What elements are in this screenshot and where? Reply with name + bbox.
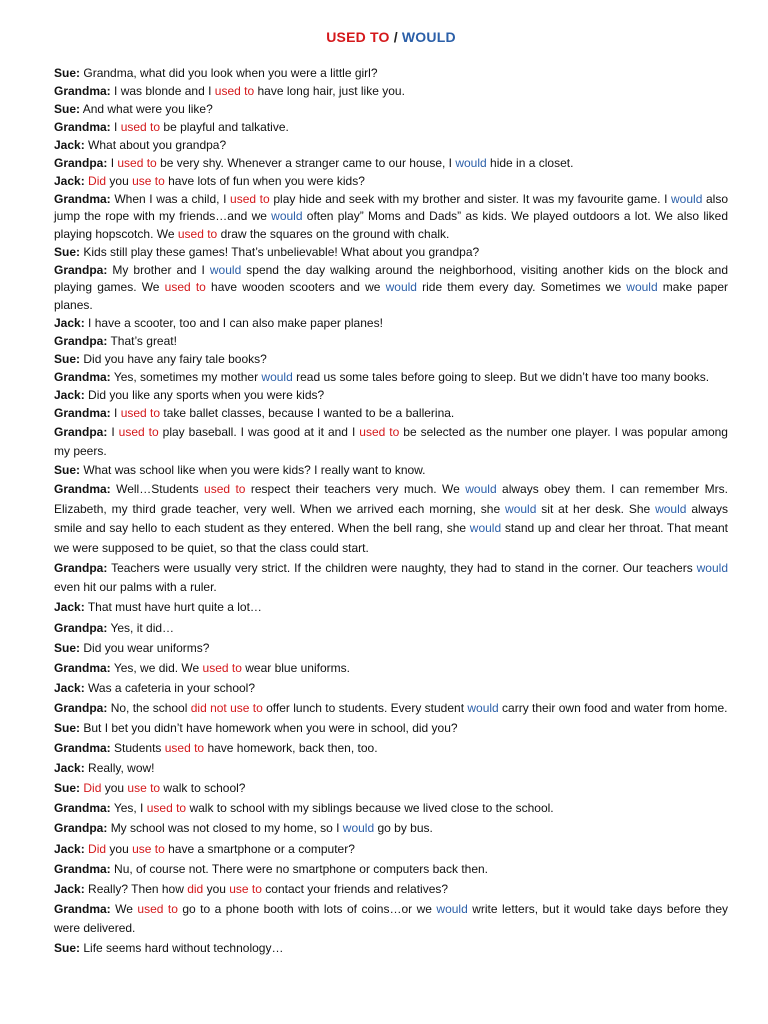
used-to-phrase: used to (164, 280, 206, 295)
speaker-name: Grandpa: (54, 620, 108, 635)
dialogue-line (54, 119, 728, 136)
title-separator: / (393, 29, 398, 45)
speaker-name: Jack: (54, 680, 85, 695)
line-text: Really? Then how (88, 881, 188, 896)
dialogue-line (54, 799, 728, 819)
dialogue-line (54, 860, 728, 880)
speaker-name: Grandpa: (54, 821, 108, 836)
used-to-phrase: use to (132, 841, 165, 856)
line-text: That must have hurt quite a lot… (87, 600, 262, 615)
would-phrase: would (467, 700, 499, 715)
dialogue-line (54, 351, 728, 368)
speaker-name: Grandpa: (54, 700, 108, 715)
title-used-to: USED TO (326, 29, 390, 45)
line-text: go by bus. (374, 821, 433, 836)
would-phrase: would (271, 209, 303, 224)
used-to-phrase: used to (137, 901, 178, 916)
line-text: sit at her desk. She (536, 501, 656, 516)
line-text: I (111, 424, 119, 439)
would-phrase: would (671, 192, 703, 206)
dialogue-line (54, 137, 728, 154)
line-text: I have a scooter, too and I can also make paper planes! (88, 315, 383, 330)
speaker-name: Jack: (54, 138, 85, 152)
dialogue-text (54, 65, 728, 960)
would-phrase: would (469, 521, 502, 536)
dialogue-line (54, 480, 728, 558)
dialogue-line (54, 101, 728, 118)
line-text: spend the day walking around the neighborhood, visiting another kids on the block and playing games. We (54, 262, 728, 295)
speaker-name: Grandma: (54, 405, 111, 420)
used-to-phrase: did (187, 881, 204, 896)
line-text: you (106, 841, 133, 856)
speaker-name: Jack: (54, 315, 85, 330)
dialogue-line (54, 173, 728, 190)
would-phrase: would (385, 280, 417, 295)
line-text: Life seems hard without technology… (83, 941, 284, 956)
line-text: often play” Moms and Dads” as kids. We played outdoors a lot. We also liked playing hopscotch. We (54, 209, 728, 241)
line-text: draw the squares on the ground with chalk. (217, 226, 450, 241)
line-text: you (203, 881, 230, 896)
line-text: have a smartphone or a computer? (164, 841, 355, 856)
dialogue-line (54, 462, 728, 479)
used-to-phrase: use to (127, 781, 161, 796)
speaker-name: Sue: (54, 941, 81, 956)
dialogue-line (54, 659, 728, 679)
line-text: Yes, we did. We (113, 660, 203, 675)
dialogue-line (54, 880, 728, 900)
line-text: We (115, 901, 138, 916)
dialogue-line (54, 939, 728, 959)
line-text: stand up and clear her throat. That meant we were supposed to be quiet, so that the class could start. (54, 521, 729, 555)
speaker-name: Sue: (54, 463, 81, 478)
dialogue-line (54, 244, 728, 261)
speaker-name: Sue: (54, 351, 81, 366)
used-to-phrase: use to (229, 881, 262, 896)
speaker-name: Jack: (54, 387, 85, 402)
line-text: contact your friends and relatives? (261, 881, 449, 896)
line-text: What was school like when you were kids? I really want to know. (83, 463, 426, 478)
line-text: What about you grandpa? (88, 138, 227, 152)
speaker-name: Sue: (54, 781, 81, 796)
dialogue-line (54, 639, 728, 659)
line-text: Yes, sometimes my mother (113, 369, 262, 384)
speaker-name: Sue: (54, 720, 81, 735)
would-phrase: would (655, 501, 687, 516)
line-text: go to a phone booth with lots of coins…or we (177, 901, 437, 916)
line-text: always smile and say hello to each student as they entered. When the bell rang, she (54, 501, 729, 536)
dialogue-line (54, 83, 728, 100)
line-text: be selected as the number one player. I was popular among my peers. (54, 424, 728, 459)
dialogue-line (54, 619, 728, 639)
used-to-phrase: used to (204, 482, 246, 497)
used-to-phrase: used to (117, 156, 157, 170)
speaker-name: Jack: (54, 761, 85, 776)
line-text: Well…Students (116, 482, 205, 497)
speaker-name: Grandpa: (54, 560, 108, 575)
speaker-name: Grandma: (54, 901, 111, 916)
line-text: No, the school (110, 700, 191, 715)
line-text: carry their own food and water from home. (498, 700, 728, 715)
speaker-name: Sue: (54, 102, 81, 116)
dialogue-line (54, 679, 728, 699)
line-text: you (106, 174, 133, 188)
line-text: walk to school with my siblings because we lived close to the school. (186, 801, 554, 816)
line-text: And what were you like? (82, 102, 213, 116)
dialogue-line (54, 719, 728, 739)
line-text: Did you like any sports when you were kids? (88, 387, 325, 402)
dialogue-line (54, 559, 728, 598)
speaker-name: Grandma: (54, 369, 111, 384)
line-text: That’s great! (110, 333, 177, 348)
speaker-name: Grandma: (54, 482, 111, 497)
line-text: you (101, 781, 128, 796)
line-text: My brother and I (112, 262, 210, 277)
dialogue-line (54, 262, 728, 314)
speaker-name: Jack: (54, 600, 85, 615)
line-text: I (114, 120, 121, 134)
line-text: Did you have any fairy tale books? (83, 351, 267, 366)
speaker-name: Sue: (54, 244, 81, 259)
line-text: walk to school? (160, 781, 246, 796)
used-to-phrase: used to (202, 660, 242, 675)
dialogue-line (54, 155, 728, 172)
line-text: wear blue uniforms. (241, 660, 350, 675)
dialogue-line (54, 423, 728, 462)
used-to-phrase: used to (359, 424, 400, 439)
used-to-phrase: did not use to (190, 700, 263, 715)
would-phrase: would (436, 901, 468, 916)
speaker-name: Sue: (54, 66, 81, 80)
line-text: When I was a child, I (114, 192, 231, 206)
speaker-name: Grandpa: (54, 156, 108, 170)
dialogue-line (54, 369, 728, 386)
speaker-name: Grandma: (54, 801, 111, 816)
speaker-name: Grandma: (54, 192, 111, 206)
line-text: have homework, back then, too. (204, 741, 378, 756)
used-to-phrase: used to (120, 405, 161, 420)
line-text: be playful and talkative. (160, 120, 289, 134)
speaker-name: Grandpa: (54, 262, 108, 277)
line-text: be very shy. Whenever a stranger came to our house, I (156, 156, 456, 170)
line-text: read us some tales before going to sleep. But we didn’t have too many books. (292, 369, 710, 384)
used-to-phrase: use to (132, 174, 165, 188)
used-to-phrase: Did (83, 781, 102, 796)
dialogue-line (54, 739, 728, 759)
used-to-phrase: used to (214, 84, 255, 98)
used-to-phrase: used to (230, 192, 270, 206)
line-text: Yes, I (113, 801, 147, 816)
dialogue-line (54, 315, 728, 332)
dialogue-line (54, 405, 728, 422)
page-title (54, 29, 728, 45)
speaker-name: Grandpa: (54, 333, 108, 348)
dialogue-line (54, 191, 728, 243)
dialogue-line (54, 819, 728, 839)
speaker-name: Grandma: (54, 120, 111, 134)
speaker-name: Jack: (54, 881, 85, 896)
line-text: play baseball. I was good at it and I (158, 424, 360, 439)
used-to-phrase: Did (88, 841, 107, 856)
speaker-name: Grandma: (54, 660, 111, 675)
dialogue-line (54, 699, 728, 719)
line-text: I (110, 156, 118, 170)
line-text: even hit our palms with a ruler. (54, 580, 217, 595)
line-text: Was a cafeteria in your school? (88, 680, 256, 695)
line-text: Nu, of course not. There were no smartphone or computers back then. (114, 861, 489, 876)
would-phrase: would (209, 262, 242, 277)
line-text: Yes, it did… (110, 620, 175, 635)
line-text: ride them every day. Sometimes we (416, 280, 627, 295)
line-text: have long hair, just like you. (254, 84, 405, 98)
line-text: My school was not closed to my home, so I (110, 821, 343, 836)
speaker-name: Grandma: (54, 861, 111, 876)
used-to-phrase: used to (164, 741, 205, 756)
line-text: Did you wear uniforms? (83, 640, 210, 655)
speaker-name: Jack: (54, 174, 85, 188)
title-would: WOULD (401, 29, 456, 45)
used-to-phrase: used to (146, 801, 187, 816)
dialogue-line (54, 900, 728, 939)
line-text: I was blonde and I (114, 84, 215, 98)
dialogue-line (54, 598, 728, 618)
dialogue-line (54, 840, 728, 860)
line-text: have lots of fun when you were kids? (164, 174, 365, 188)
line-text: I (114, 405, 121, 420)
would-phrase: would (465, 482, 497, 497)
would-phrase: would (626, 280, 658, 295)
used-to-phrase: used to (118, 424, 159, 439)
would-phrase: would (261, 369, 293, 384)
dialogue-line (54, 779, 728, 799)
line-text: offer lunch to students. Every student (262, 700, 468, 715)
would-phrase: would (455, 156, 487, 170)
line-text: hide in a closet. (486, 156, 574, 170)
used-to-phrase: used to (120, 120, 161, 134)
dialogue-line (54, 759, 728, 779)
speaker-name: Jack: (54, 841, 85, 856)
dialogue-line (54, 333, 728, 350)
speaker-name: Grandpa: (54, 424, 108, 439)
would-phrase: would (505, 501, 537, 516)
line-text: respect their teachers very much. We (245, 482, 466, 497)
line-text: Kids still play these games! That’s unbelievable! What about you grandpa? (83, 244, 480, 259)
line-text: Really, wow! (88, 761, 155, 776)
line-text: But I bet you didn’t have homework when you were in school, did you? (83, 720, 458, 735)
dialogue-line (54, 387, 728, 404)
line-text: play hide and seek with my brother and sister. It was my favourite game. I (269, 192, 672, 206)
used-to-phrase: used to (177, 226, 218, 241)
line-text: have wooden scooters and we (205, 280, 386, 295)
line-text: Teachers were usually very strict. If the children were naughty, they had to stand in the corner. Our teachers (111, 560, 697, 575)
would-phrase: would (696, 560, 728, 575)
used-to-phrase: Did (88, 174, 107, 188)
speaker-name: Sue: (54, 640, 81, 655)
speaker-name: Grandma: (54, 84, 111, 98)
would-phrase: would (342, 821, 375, 836)
line-text: always obey them. I can remember Mrs. Elizabeth, my third grade teacher, very well. When we arrived each morning, she (54, 482, 728, 516)
line-text: Students (114, 741, 165, 756)
line-text: write letters, but it would take days before they were delivered. (54, 901, 728, 936)
line-text: Grandma, what did you look when you were a little girl? (83, 66, 378, 80)
line-text: make paper planes. (54, 280, 728, 312)
line-text: take ballet classes, because I wanted to be a ballerina. (160, 405, 455, 420)
dialogue-line (54, 65, 728, 82)
speaker-name: Grandma: (54, 741, 111, 756)
line-text: also jump the rope with my friends…and we (54, 192, 729, 224)
